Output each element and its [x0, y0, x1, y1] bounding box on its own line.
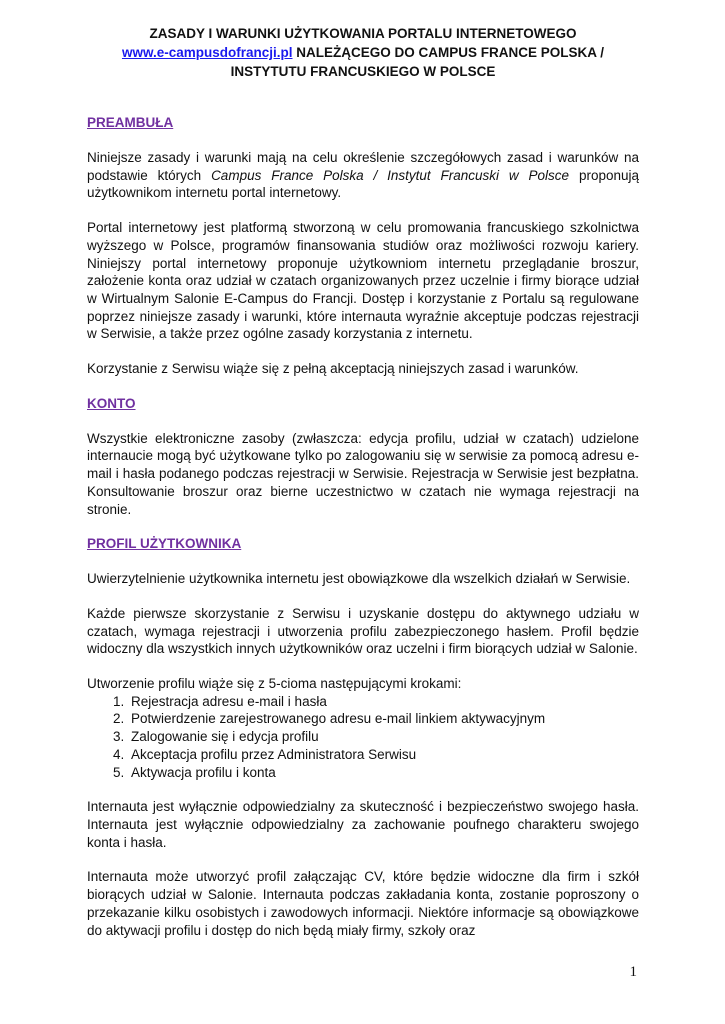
profil-paragraph-4: Internauta jest wyłącznie odpowiedzialny za skuteczność i bezpieczeństwo swojego hasła. Internauta jest wyłącznie odpowiedzialny za zachowanie poufnego charakteru swojego konta i hasła.: [87, 799, 639, 850]
portal-link[interactable]: www.e-campusdofrancji.pl: [121, 45, 293, 60]
list-item: 2. Potwierdzenie zarejestrowanego adresu e-mail linkiem aktywacyjnym: [128, 710, 639, 728]
profil-paragraph-1: Uwierzytelnienie użytkownika internetu jest obowiązkowe dla wszelkich działań w Serwisie.: [87, 571, 631, 587]
title-line-1: ZASADY I WARUNKI UŻYTKOWANIA PORTALU INTERNETOWEGO: [149, 26, 577, 41]
profil-steps-list: [87, 693, 639, 782]
heading-konto: KONTO: [87, 395, 136, 411]
list-item: 1. Rejestracja adresu e-mail i hasła: [128, 693, 639, 711]
heading-preambula: PREAMBUŁA: [87, 115, 174, 130]
list-item: 3. Zalogowanie się i edycja profilu: [128, 728, 639, 746]
list-item: 4. Akceptacja profilu przez Administratora Serwisu: [128, 746, 639, 764]
preambula-paragraph-2: Portal internetowy jest platformą stworzoną w celu promowania francuskiego szkolnictwa wyższego w Polsce, programów finansowania studiów oraz możliwości rozwoju kariery. Niniejszy portal internetowy proponuje użytkowniom internetu przeglądanie broszur, założenie konta oraz udział w czatach organizowanych przez uczelnie i firmy biorące udział w Wirtualnym Salonie E-Campus do Francji. Dostęp i korzystanie z Portalu są regulowane poprzez niniejsze zasady i warunki, które internauta wyraźnie akceptuje podczas rejestracji w Serwisie, a także przez ogólne zasady korzystania z internetu.: [87, 220, 639, 342]
heading-profil: PROFIL UŻYTKOWNIKA: [87, 536, 242, 552]
preambula-p1-italic: Campus France Polska / Instytut Francuski w Polsce: [211, 167, 570, 183]
list-item: 5. Aktywacja profilu i konta: [128, 764, 639, 782]
preambula-paragraph-1: [87, 149, 639, 202]
profil-paragraph-2: Każde pierwsze skorzystanie z Serwisu i uzyskanie dostępu do aktywnego udziału w czatach, wymaga rejestracji i utworzenia profilu zabezpieczonego hasłem. Profil będzie widoczny dla wszystkich innych użytkowników oraz uczelni i firm biorących udział w Salonie.: [87, 605, 639, 657]
profil-paragraph-5: Internauta może utworzyć profil załączając CV, które będzie widoczne dla firm i szkół biorących udział w Salonie. Internauta podczas zakładania konta, zostanie poproszony o przekazanie kilku osobistych i zawodowych informacji. Niektóre informacje są obowiązkowe do aktywacji profilu i dostęp do nich będą miały firmy, szkoły oraz: [87, 869, 639, 938]
page-number: 1: [629, 964, 637, 980]
title-line-2: NALEŻĄCEGO DO CAMPUS FRANCE POLSKA / INSTYTUTU FRANCUSKIEGO W POLSCE: [230, 45, 605, 79]
preambula-p1-text-b: proponują użytkownikom internetu portal internetowy.: [87, 167, 639, 201]
profil-paragraph-3: Utworzenie profilu wiąże się z 5-cioma następującymi krokami:: [87, 676, 462, 692]
preambula-p1-text-a: Niniejsze zasady i warunki mają na celu określenie szczegółowych zasad i warunków na podstawie których: [87, 150, 639, 183]
document-title: [87, 24, 639, 81]
konto-paragraph-1: Wszystkie elektroniczne zasoby (zwłaszcza: edycja profilu, udział w czatach) udzielone internaucie mogą być użytkowane tylko po zalogowaniu się w serwisie za pomocą adresu e-mail i hasła podanego podczas rejestracji w Serwisie. Rejestracja w Serwisie jest bezpłatna. Konsultowanie broszur oraz bierne uczestnictwo w czatach nie wymaga rejestracji na stronie.: [87, 430, 639, 517]
preambula-paragraph-3: Korzystanie z Serwisu wiąże się z pełną akceptacją niniejszych zasad i warunków.: [87, 361, 579, 377]
document-page: [87, 24, 639, 939]
